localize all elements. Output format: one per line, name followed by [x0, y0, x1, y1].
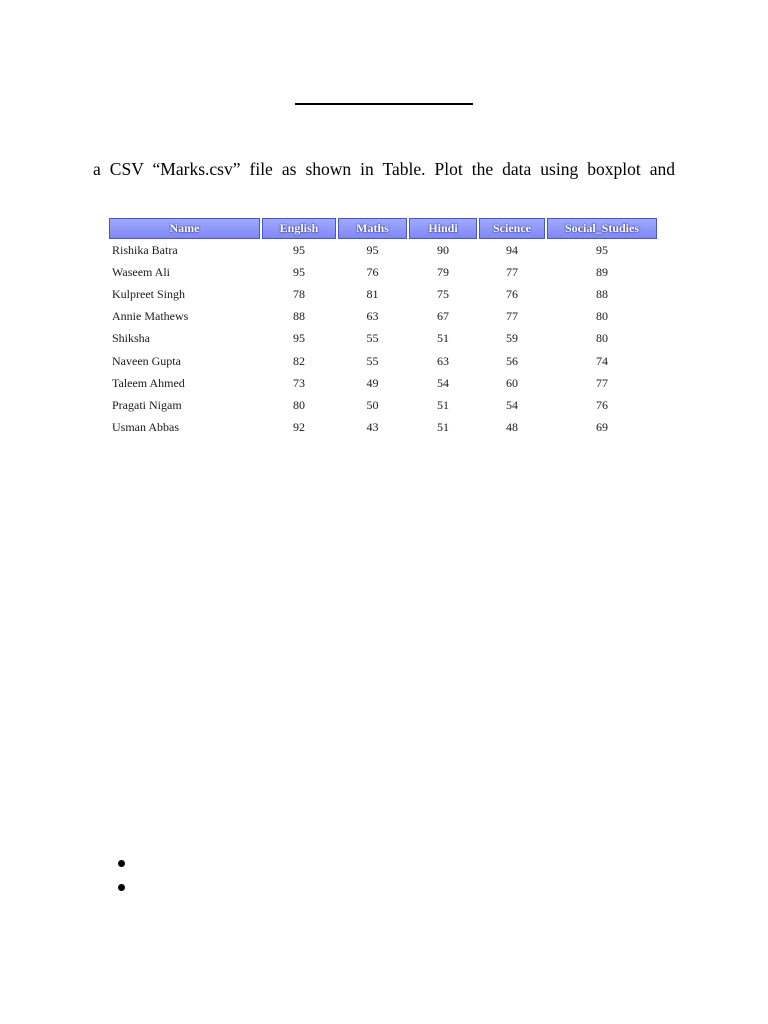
- cell-hindi: 79: [437, 264, 449, 279]
- cell-english: 95: [293, 331, 305, 346]
- cell-name: Rishika Batra: [112, 242, 178, 257]
- cell-science: 48: [506, 420, 518, 435]
- cell-english: 92: [293, 420, 305, 435]
- table-row: [109, 372, 657, 394]
- intro-paragraph: a CSV “Marks.csv” file as shown in Table. Plot the data using boxplot and: [93, 159, 675, 179]
- cell-social-studies: 74: [596, 353, 608, 368]
- cell-hindi: 51: [437, 331, 449, 346]
- column-header-maths: Maths: [338, 218, 407, 239]
- cell-social-studies: 76: [596, 397, 608, 412]
- table-header: [109, 218, 657, 239]
- cell-name: Shiksha: [112, 331, 151, 346]
- table-row: [109, 328, 657, 350]
- cell-social-studies: 80: [596, 309, 608, 324]
- column-header-hindi: Hindi: [409, 218, 477, 239]
- cell-hindi: 75: [437, 286, 449, 301]
- cell-hindi: 67: [437, 309, 449, 324]
- table-row: [109, 417, 657, 439]
- cell-hindi: 54: [437, 375, 449, 390]
- cell-name: Waseem Ali: [112, 264, 171, 279]
- cell-science: 76: [506, 286, 518, 301]
- table-body: [109, 239, 657, 439]
- cell-science: 54: [506, 397, 518, 412]
- cell-hindi: 90: [437, 242, 449, 257]
- bullet-dot-icon: [118, 860, 125, 867]
- column-header-science: Science: [479, 218, 545, 239]
- cell-name: Kulpreet Singh: [112, 286, 185, 301]
- cell-social-studies: 69: [596, 420, 608, 435]
- title-underline-rule: [295, 103, 473, 105]
- cell-english: 80: [293, 397, 305, 412]
- cell-maths: 55: [366, 331, 379, 346]
- cell-name: Pragati Nigam: [112, 397, 182, 412]
- bullet-dot-icon: [118, 884, 125, 891]
- table-row: [109, 306, 657, 328]
- cell-name: Naveen Gupta: [112, 353, 181, 368]
- cell-maths: 43: [366, 420, 379, 435]
- cell-maths: 50: [366, 397, 379, 412]
- cell-hindi: 51: [437, 420, 449, 435]
- cell-english: 95: [293, 242, 305, 257]
- cell-maths: 63: [366, 309, 379, 324]
- cell-english: 95: [293, 264, 305, 279]
- cell-hindi: 51: [437, 397, 449, 412]
- column-header-name: Name: [109, 218, 260, 239]
- cell-english: 73: [293, 375, 305, 390]
- table-row: [109, 350, 657, 372]
- cell-maths: 55: [366, 353, 379, 368]
- marks-table: [107, 218, 659, 439]
- cell-name: Usman Abbas: [112, 420, 179, 435]
- cell-social-studies: 95: [596, 242, 608, 257]
- column-header-social-studies: Social_Studies: [547, 218, 657, 239]
- cell-social-studies: 77: [596, 375, 608, 390]
- column-header-english: English: [262, 218, 336, 239]
- cell-maths: 81: [366, 286, 379, 301]
- table-row: [109, 394, 657, 416]
- cell-english: 78: [293, 286, 305, 301]
- cell-english: 88: [293, 309, 305, 324]
- cell-science: 77: [506, 264, 518, 279]
- cell-name: Taleem Ahmed: [112, 375, 185, 390]
- cell-science: 94: [506, 242, 518, 257]
- cell-social-studies: 80: [596, 331, 608, 346]
- cell-maths: 49: [366, 375, 379, 390]
- cell-maths: 76: [366, 264, 379, 279]
- table-row: [109, 283, 657, 305]
- cell-english: 82: [293, 353, 305, 368]
- cell-science: 56: [506, 353, 518, 368]
- table-row: [109, 239, 657, 261]
- cell-social-studies: 88: [596, 286, 608, 301]
- table-row: [109, 261, 657, 283]
- cell-science: 77: [506, 309, 518, 324]
- table-header-row: [109, 218, 657, 239]
- cell-science: 60: [506, 375, 518, 390]
- cell-social-studies: 89: [596, 264, 608, 279]
- cell-maths: 95: [366, 242, 379, 257]
- cell-science: 59: [506, 331, 518, 346]
- cell-name: Annie Mathews: [112, 309, 189, 324]
- cell-hindi: 63: [437, 353, 449, 368]
